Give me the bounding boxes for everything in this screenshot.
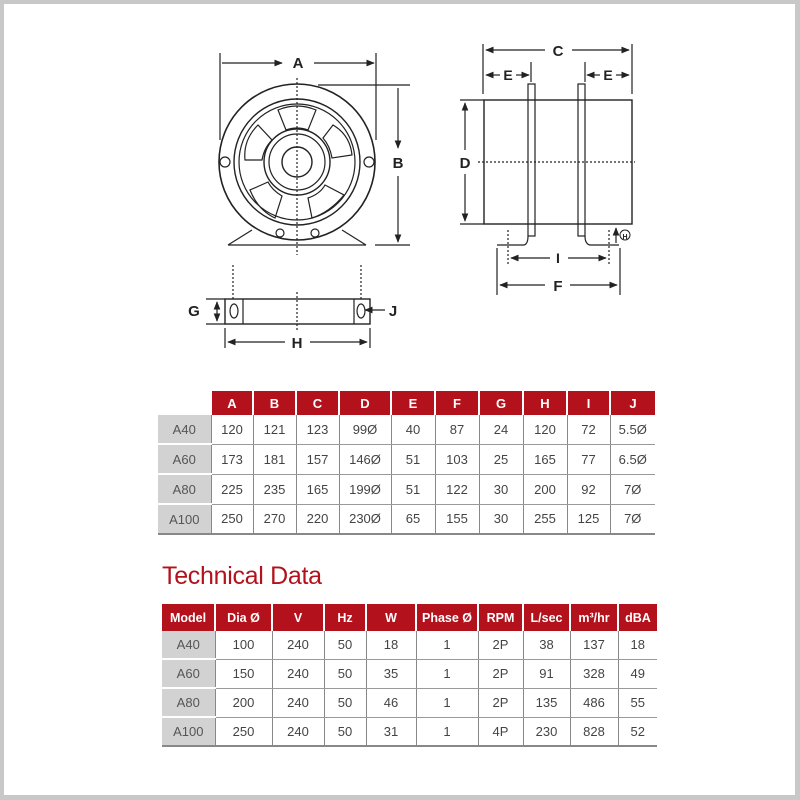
- value-cell: 46: [366, 688, 416, 717]
- col-header: C: [296, 391, 339, 415]
- side-view-diagram: [460, 43, 635, 295]
- dimensions-header-row: [158, 391, 655, 415]
- corner-cell: [158, 391, 211, 415]
- model-cell: A100: [162, 717, 215, 746]
- table-row: [158, 504, 655, 534]
- value-cell: 240: [272, 688, 324, 717]
- technical-data-table: [162, 604, 657, 747]
- value-cell: 240: [272, 717, 324, 746]
- col-header: W: [366, 604, 416, 631]
- value-cell: 99Ø: [339, 415, 391, 444]
- table-row: [162, 631, 657, 659]
- value-cell: 2P: [478, 631, 523, 659]
- value-cell: 25: [479, 444, 523, 474]
- value-cell: 1: [416, 659, 478, 688]
- value-cell: 240: [272, 631, 324, 659]
- value-cell: 4P: [478, 717, 523, 746]
- value-cell: 50: [324, 688, 366, 717]
- value-cell: 250: [215, 717, 272, 746]
- value-cell: 51: [391, 444, 435, 474]
- col-header: H: [523, 391, 567, 415]
- label-g: G: [188, 303, 200, 320]
- technical-data-title: Technical Data: [162, 562, 322, 590]
- col-header: G: [479, 391, 523, 415]
- value-cell: 200: [215, 688, 272, 717]
- value-cell: 135: [523, 688, 570, 717]
- value-cell: 235: [253, 474, 296, 504]
- col-header: E: [391, 391, 435, 415]
- col-header: D: [339, 391, 391, 415]
- value-cell: 52: [618, 717, 657, 746]
- table-row: [162, 688, 657, 717]
- value-cell: 30: [479, 504, 523, 534]
- col-header: A: [211, 391, 253, 415]
- value-cell: 1: [416, 688, 478, 717]
- value-cell: 123: [296, 415, 339, 444]
- label-i: I: [556, 250, 560, 266]
- label-e-right: E: [603, 67, 613, 83]
- table-row: [158, 474, 655, 504]
- value-cell: 1: [416, 631, 478, 659]
- value-cell: 24: [479, 415, 523, 444]
- value-cell: 51: [391, 474, 435, 504]
- value-cell: 100: [215, 631, 272, 659]
- model-cell: A100: [158, 504, 211, 534]
- value-cell: 173: [211, 444, 253, 474]
- value-cell: 150: [215, 659, 272, 688]
- value-cell: 120: [523, 415, 567, 444]
- value-cell: 486: [570, 688, 618, 717]
- col-header: J: [610, 391, 655, 415]
- label-d: D: [459, 155, 471, 172]
- label-c: C: [552, 43, 564, 60]
- col-header: F: [435, 391, 479, 415]
- value-cell: 155: [435, 504, 479, 534]
- col-header: V: [272, 604, 324, 631]
- label-j: J: [388, 303, 398, 320]
- value-cell: 7Ø: [610, 474, 655, 504]
- label-a: A: [292, 55, 304, 72]
- value-cell: 165: [296, 474, 339, 504]
- model-cell: A80: [162, 688, 215, 717]
- value-cell: 120: [211, 415, 253, 444]
- value-cell: 125: [567, 504, 610, 534]
- col-header: I: [567, 391, 610, 415]
- label-b: B: [392, 155, 404, 172]
- value-cell: 50: [324, 631, 366, 659]
- label-h-small: H: [622, 234, 628, 241]
- value-cell: 92: [567, 474, 610, 504]
- value-cell: 91: [523, 659, 570, 688]
- model-cell: A60: [158, 444, 211, 474]
- label-h: H: [291, 335, 303, 352]
- value-cell: 5.5Ø: [610, 415, 655, 444]
- table-row: [162, 717, 657, 746]
- value-cell: 165: [523, 444, 567, 474]
- col-header: Phase Ø: [416, 604, 478, 631]
- value-cell: 137: [570, 631, 618, 659]
- value-cell: 55: [618, 688, 657, 717]
- value-cell: 181: [253, 444, 296, 474]
- value-cell: 828: [570, 717, 618, 746]
- value-cell: 328: [570, 659, 618, 688]
- value-cell: 7Ø: [610, 504, 655, 534]
- value-cell: 50: [324, 717, 366, 746]
- value-cell: 49: [618, 659, 657, 688]
- value-cell: 18: [618, 631, 657, 659]
- datasheet-page: [4, 4, 795, 795]
- value-cell: 72: [567, 415, 610, 444]
- value-cell: 225: [211, 474, 253, 504]
- dimensions-table: [158, 391, 655, 535]
- model-cell: A40: [158, 415, 211, 444]
- label-f: F: [553, 278, 563, 295]
- value-cell: 122: [435, 474, 479, 504]
- label-e-left: E: [503, 67, 513, 83]
- value-cell: 230Ø: [339, 504, 391, 534]
- model-cell: A80: [158, 474, 211, 504]
- value-cell: 2P: [478, 659, 523, 688]
- value-cell: 270: [253, 504, 296, 534]
- value-cell: 255: [523, 504, 567, 534]
- value-cell: 65: [391, 504, 435, 534]
- col-header: RPM: [478, 604, 523, 631]
- technical-header-row: [162, 604, 657, 631]
- base-view-diagram: [188, 265, 397, 352]
- value-cell: 220: [296, 504, 339, 534]
- col-header: Model: [162, 604, 215, 631]
- col-header: m³/hr: [570, 604, 618, 631]
- value-cell: 31: [366, 717, 416, 746]
- model-cell: A40: [162, 631, 215, 659]
- model-cell: A60: [162, 659, 215, 688]
- value-cell: 18: [366, 631, 416, 659]
- col-header: Dia Ø: [215, 604, 272, 631]
- col-header: dBA: [618, 604, 657, 631]
- value-cell: 199Ø: [339, 474, 391, 504]
- table-row: [162, 659, 657, 688]
- value-cell: 103: [435, 444, 479, 474]
- col-header: B: [253, 391, 296, 415]
- value-cell: 230: [523, 717, 570, 746]
- fan-dimension-diagrams: [4, 4, 795, 384]
- col-header: Hz: [324, 604, 366, 631]
- value-cell: 250: [211, 504, 253, 534]
- value-cell: 77: [567, 444, 610, 474]
- value-cell: 2P: [478, 688, 523, 717]
- col-header: L/sec: [523, 604, 570, 631]
- front-view-diagram: [219, 53, 410, 255]
- value-cell: 146Ø: [339, 444, 391, 474]
- table-row: [158, 415, 655, 444]
- value-cell: 240: [272, 659, 324, 688]
- value-cell: 121: [253, 415, 296, 444]
- value-cell: 38: [523, 631, 570, 659]
- value-cell: 35: [366, 659, 416, 688]
- value-cell: 6.5Ø: [610, 444, 655, 474]
- value-cell: 157: [296, 444, 339, 474]
- value-cell: 200: [523, 474, 567, 504]
- value-cell: 87: [435, 415, 479, 444]
- value-cell: 30: [479, 474, 523, 504]
- value-cell: 1: [416, 717, 478, 746]
- table-row: [158, 444, 655, 474]
- value-cell: 40: [391, 415, 435, 444]
- value-cell: 50: [324, 659, 366, 688]
